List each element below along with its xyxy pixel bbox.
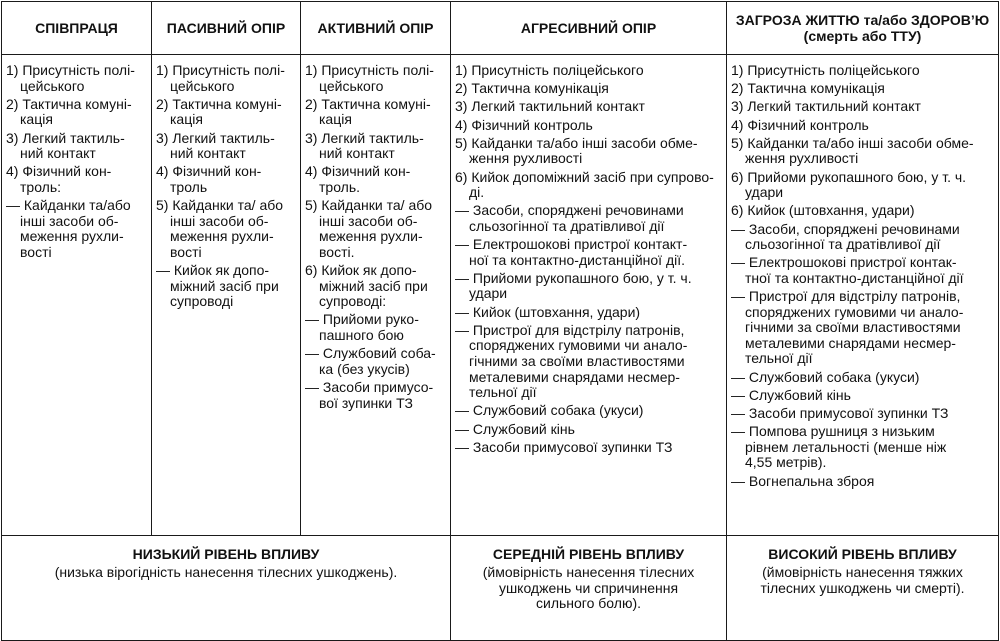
impact-level-desc: (низька вірогідність нанесення тілесних ушкоджень). xyxy=(54,564,398,580)
measure-line: 2) Тактична комуні- xyxy=(305,95,431,112)
measure-line: цейського xyxy=(319,77,384,94)
measures-list xyxy=(455,63,723,455)
header-cooperation: СПІВПРАЦЯ xyxy=(2,2,152,55)
measure-line: ний контакт xyxy=(319,145,395,162)
measure-line: — Службовий соба- xyxy=(305,345,436,362)
measure-line: 3) Легкий тактиль- xyxy=(6,129,125,146)
measure-line: меження рухли- xyxy=(20,228,124,245)
measure-line: тельної дії xyxy=(469,384,537,401)
measure-line: кація xyxy=(319,111,352,128)
measure-line: 3) Легкий тактильний контакт xyxy=(455,98,645,115)
measure-line: супроводі xyxy=(170,293,234,310)
measure-line: 6) Прийоми рукопашного бою, у т. ч. xyxy=(731,168,967,185)
measure-line: 4) Фізичний кон- xyxy=(156,163,262,180)
measure-line: 4) Фізичний кон- xyxy=(305,163,411,180)
measures-list xyxy=(6,63,148,261)
impact-level-medium xyxy=(451,536,727,641)
measure-line: 1) Присутність полі- xyxy=(156,62,285,78)
header-threat-to-life: ЗАГРОЗА ЖИТТЮ та/або ЗДОРОВ’Ю (смерть або ТТУ) xyxy=(727,2,999,55)
measure-line: тельної дії xyxy=(745,350,813,367)
measure-line: ка (без укусів) xyxy=(319,360,410,377)
measure-line: інші засоби об- xyxy=(319,212,418,229)
impact-level-title: ВИСОКИЙ РІВЕНЬ ВПЛИВУ xyxy=(768,546,957,562)
impact-level-high xyxy=(727,536,999,641)
measure-line: 2) Тактична комунікація xyxy=(455,80,609,97)
impact-level-desc: (ймовірність нанесення тілесних ушкоджень чи спричинення сильного болю). xyxy=(482,564,695,612)
measure-line: — Засоби примусової зупинки ТЗ xyxy=(455,438,673,455)
measure-line: — Засоби примусової зупинки ТЗ xyxy=(731,405,949,421)
measure-line: кація xyxy=(20,111,53,128)
measure-line: 4) Фізичний контроль xyxy=(455,116,593,133)
measure-line: вості. xyxy=(319,243,355,260)
measure-line: інші засоби об- xyxy=(20,212,119,229)
measure-line: цейського xyxy=(170,77,235,94)
measures-list xyxy=(305,63,447,411)
measure-line: 3) Легкий тактиль- xyxy=(305,129,424,146)
header-row xyxy=(2,2,999,55)
header-active-resistance: АКТИВНИЙ ОПІР xyxy=(301,2,451,55)
measure-line: меження рухли- xyxy=(319,228,423,245)
measure-line: — Пристрої для відстрілу патронів, xyxy=(455,321,685,338)
measure-line: — Службовий собака (укуси) xyxy=(731,368,920,385)
measures-passive xyxy=(152,55,301,536)
measure-line: вості xyxy=(170,243,202,260)
use-of-force-table xyxy=(1,1,999,641)
measure-line: — Службовий собака (укуси) xyxy=(455,402,644,419)
measure-line: ний контакт xyxy=(20,145,96,162)
measure-line: — Кайданки та/або xyxy=(6,197,131,214)
measure-line: — Прийоми рукопашного бою, у т. ч. xyxy=(455,269,692,286)
measure-line: сльозогінної та дратівливої дії xyxy=(469,217,665,234)
measure-line: 5) Кайданки та/ або xyxy=(156,197,284,214)
measure-line: — Службовий кінь xyxy=(455,420,575,437)
measure-line: цейського xyxy=(20,77,85,94)
measure-line: — Засоби, споряджені речовинами xyxy=(731,220,960,237)
measure-line: — Кийок як допо- xyxy=(156,262,270,279)
measure-line: 6) Кийок допоміжний засіб при супрово- xyxy=(455,168,714,185)
measure-line: вості xyxy=(20,243,52,260)
measure-line: 2) Тактична комуні- xyxy=(156,95,282,112)
measure-line: удари xyxy=(745,184,784,201)
measure-line: ження рухливості xyxy=(745,150,859,167)
measure-line: 1) Присутність полі- xyxy=(305,62,434,78)
header-passive-resistance: ПАСИВНИЙ ОПІР xyxy=(152,2,301,55)
measure-line: ження рухливості xyxy=(469,150,583,167)
measure-line: 6) Кийок як допо- xyxy=(305,262,417,279)
measure-line: ді. xyxy=(469,184,485,201)
measure-line: пашного бою xyxy=(319,327,404,344)
measure-line: троль xyxy=(170,178,208,195)
measure-line: тної та контактно-дистанційної дії xyxy=(745,269,964,286)
measure-line: 1) Присутність полі- xyxy=(6,62,135,78)
measure-line: 6) Кийок (штовхання, удари) xyxy=(731,202,915,219)
measure-line: сльозогінної та дратівливої дії xyxy=(745,236,941,253)
measures-row xyxy=(2,55,999,536)
measure-line: 1) Присутність поліцейського xyxy=(731,62,920,78)
measure-line: — Помпова рушниця з низьким xyxy=(731,423,935,440)
measures-threat xyxy=(727,55,999,536)
measure-line: 4,55 метрів). xyxy=(745,454,827,471)
measure-line: — Вогнепальна зброя xyxy=(731,472,875,489)
measure-line: 1) Присутність поліцейського xyxy=(455,62,644,78)
measure-line: споряджених гумовими чи анало- xyxy=(469,337,688,354)
measure-line: удари xyxy=(469,285,508,302)
measure-line: супроводі: xyxy=(319,293,387,310)
impact-level-desc: (ймовірність нанесення тяжких тілесних ушкоджень чи смерті). xyxy=(760,564,965,596)
measures-list xyxy=(156,63,297,310)
measure-line: гічними за своїми властивостями xyxy=(469,353,685,370)
measure-line: 3) Легкий тактильний контакт xyxy=(731,98,921,115)
measure-line: 4) Фізичний кон- xyxy=(6,163,112,180)
measure-line: ний контакт xyxy=(170,145,246,162)
measures-aggressive xyxy=(451,55,727,536)
measure-line: 2) Тактична комуні- xyxy=(6,95,132,112)
measure-line: кація xyxy=(170,111,203,128)
measure-line: — Засоби примусо- xyxy=(305,379,434,396)
impact-level-title: СЕРЕДНІЙ РІВЕНЬ ВПЛИВУ xyxy=(492,546,685,562)
measure-line: споряджених гумовими чи анало- xyxy=(745,303,964,320)
measure-line: 5) Кайданки та/ або xyxy=(305,197,433,214)
measure-line: інші засоби об- xyxy=(170,212,269,229)
measure-line: — Кийок (штовхання, удари) xyxy=(455,303,641,320)
measure-line: 4) Фізичний контроль xyxy=(731,116,869,133)
measure-line: — Прийоми руко- xyxy=(305,311,419,328)
measure-line: — Службовий кінь xyxy=(731,386,851,403)
impact-level-title: НИЗЬКИЙ РІВЕНЬ ВПЛИВУ xyxy=(132,546,320,562)
measures-cooperation xyxy=(2,55,152,536)
impact-level-low xyxy=(2,536,451,641)
measures-active xyxy=(301,55,451,536)
measure-line: — Пристрої для відстрілу патронів, xyxy=(731,288,961,305)
measure-line: — Засоби, споряджені речовинами xyxy=(455,202,684,219)
measure-line: троль. xyxy=(319,178,361,195)
measure-line: троль: xyxy=(20,178,62,195)
measure-line: 5) Кайданки та/або інші засоби обме- xyxy=(455,134,698,151)
measure-line: ної та контактно-дистанційної дії. xyxy=(469,251,686,268)
impact-level-row xyxy=(2,536,999,641)
measure-line: — Електрошокові пристрої контак- xyxy=(731,254,957,271)
measure-line: міжний засіб при xyxy=(319,277,428,294)
measure-line: 3) Легкий тактиль- xyxy=(156,129,275,146)
measure-line: рівнем летальності (менше ніж xyxy=(745,438,947,455)
measure-line: металевими снарядами несмер- xyxy=(745,334,956,351)
measure-line: — Електрошокові пристрої контакт- xyxy=(455,236,688,253)
measure-line: металевими снарядами несмер- xyxy=(469,368,680,385)
measure-line: 2) Тактична комунікація xyxy=(731,80,885,97)
measure-line: міжний засіб при xyxy=(170,277,279,294)
header-aggressive-resistance: АГРЕСИВНИЙ ОПІР xyxy=(451,2,727,55)
measure-line: меження рухли- xyxy=(170,228,274,245)
measures-list xyxy=(731,63,995,489)
measure-line: гічними за своїми властивостями xyxy=(745,319,961,336)
measure-line: 5) Кайданки та/або інші засоби обме- xyxy=(731,134,974,151)
measure-line: вої зупинки ТЗ xyxy=(319,394,413,411)
